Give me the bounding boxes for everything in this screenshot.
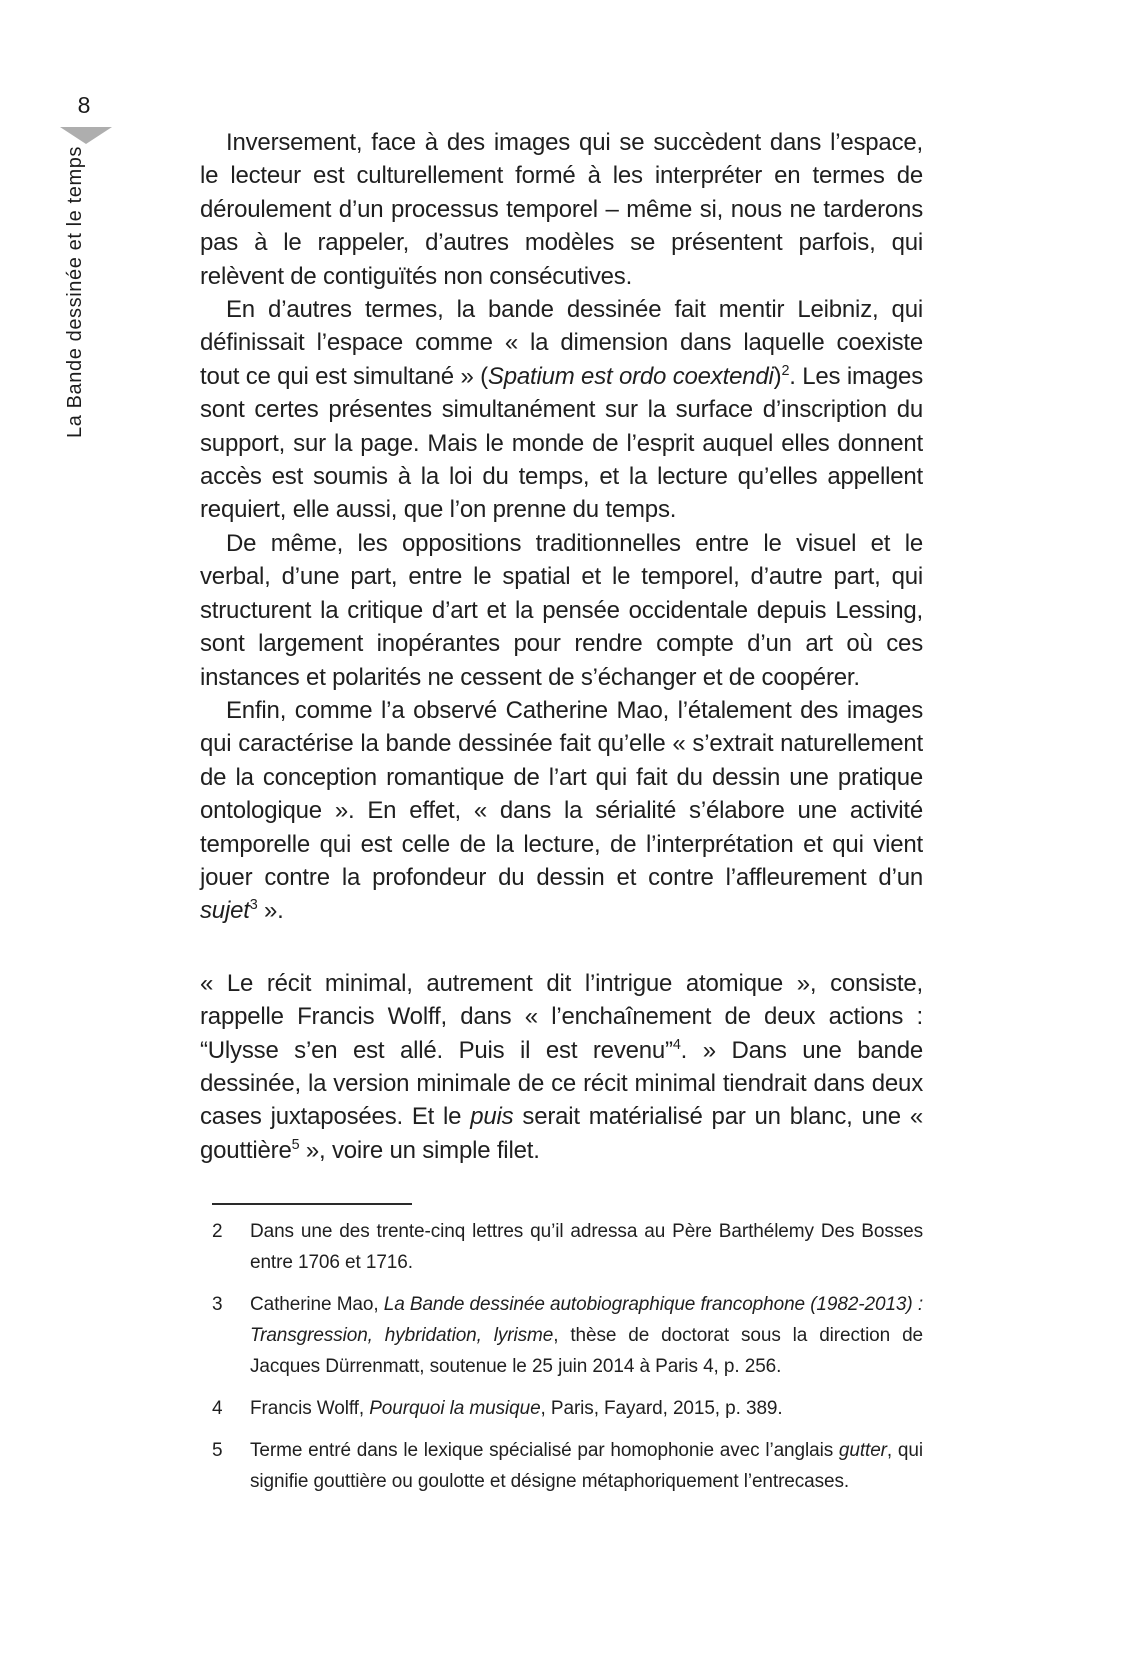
italic-segment: gutter — [838, 1440, 887, 1461]
footnote-ref-4: 4 — [672, 1036, 681, 1053]
text-segment: Francis Wolff, — [250, 1398, 370, 1419]
body-text — [200, 126, 923, 1167]
footnote-3 — [200, 1289, 923, 1382]
paragraph-3 — [200, 527, 923, 694]
running-title: La Bande dessinée et le temps — [64, 145, 86, 438]
footnote-text — [250, 1216, 923, 1278]
footnote-number: 4 — [212, 1398, 223, 1419]
footnote-text — [250, 1393, 923, 1424]
text-segment: . » Dans une bande dessinée, la version minimale de ce récit minimal tiendrait dans deux cases juxtaposées. Et le — [200, 1036, 923, 1131]
paragraph-1 — [200, 126, 923, 293]
footnote-ref-5: 5 — [291, 1136, 300, 1153]
text-segment: , qui signifie gouttière ou goulotte et désigne métaphoriquement l’entrecases. — [250, 1440, 923, 1492]
page-number: 8 — [77, 92, 91, 118]
text-segment: », voire un simple filet. — [299, 1136, 540, 1164]
footnote-text — [250, 1289, 923, 1382]
text-segment: Dans une des trente-cinq lettres qu’il adressa au Père Barthélemy Des Bosses entre 1706 et 1716. — [250, 1221, 923, 1273]
text-segment: En d’autres termes, la bande dessinée fait mentir Leibniz, qui définissait l’espace comme « la dimension dans laquelle coexiste tout ce qui est simultané » ( — [200, 296, 923, 390]
text-segment: Inversement, face à des images qui se succèdent dans l’espace, le lecteur est culturellement formé à les interpréter en termes de déroulement d’un processus temporel – même si, nous ne tarderons pas à le rappeler, d’autres modèles se présentent parfois, qui relèvent de contiguïtés non consécutives. — [200, 129, 923, 290]
italic-segment: sujet — [200, 897, 250, 925]
paragraph-2 — [200, 293, 923, 527]
footnote-5 — [200, 1435, 923, 1497]
text-segment: De même, les oppositions traditionnelles entre le visuel et le verbal, d’une part, entre le spatial et le temporel, d’autre part, qui structurent la critique d’art et la pensée occidentale depuis Lessing, sont largement inopérantes pour rendre compte d’un art où ces instances et polarités ne cessent de s’échanger et de coopérer. — [200, 529, 923, 691]
text-segment: « Le récit minimal, autrement dit l’intrigue atomique », consiste, rappelle Francis Wolff, dans « l’enchaînement de deux actions : “Ulysse s’en est allé. Puis il est revenu” — [200, 969, 923, 1064]
text-segment: serait matérialisé par un blanc, une « gouttière — [200, 1103, 923, 1164]
italic-segment: Spatium est ordo coextendi — [487, 362, 774, 390]
text-segment: Catherine Mao, — [250, 1294, 384, 1315]
footnote-4 — [200, 1393, 923, 1424]
italic-segment: La Bande dessinée autobiographique francophone (1982-2013) : Transgression, hybridation, lyrisme — [250, 1294, 924, 1346]
footnote-number: 5 — [212, 1440, 223, 1461]
footnote-number: 3 — [212, 1294, 223, 1315]
italic-segment: Pourquoi la musique — [369, 1398, 541, 1419]
text-segment: , Paris, Fayard, 2015, p. 389. — [540, 1398, 783, 1419]
footnote-ref-3: 3 — [249, 897, 258, 914]
footnote-text — [250, 1435, 923, 1497]
text-segment: ) — [773, 362, 782, 390]
text-segment: Enfin, comme l’a observé Catherine Mao, l’étalement des images qui caractérise la bande dessinée fait qu’elle « s’extrait naturellement de la conception romantique de l’art qui fait du dessin une pratique ontologique ». En effet, « dans la sérialité s’élabore une activité temporelle qui est celle de la lecture, de l’interprétation et qui vient jouer contre la profondeur du dessin et contre l’affleurement d’un — [200, 696, 923, 891]
paragraph-5 — [200, 967, 923, 1167]
footnote-number: 2 — [212, 1221, 223, 1242]
footnote-ref-2: 2 — [781, 362, 790, 379]
footnote-separator — [212, 1203, 412, 1205]
paragraph-4 — [200, 694, 923, 928]
triangle-marker-icon — [60, 127, 112, 144]
text-segment: . Les images sont certes présentes simultanément sur la surface d’inscription du support, sur la page. Mais le monde de l’esprit auquel elles donnent accès est soumis à la loi du temps, et la lecture qu’elles appellent requiert, elle aussi, que l’on prenne du temps. — [200, 362, 924, 524]
text-segment: , thèse de doctorat sous la direction de Jacques Dürrenmatt, soutenue le 25 juin 2014 à Paris 4, p. 256. — [250, 1325, 924, 1377]
text-segment: Terme entré dans le lexique spécialisé par homophonie avec l’anglais — [250, 1440, 839, 1461]
footnotes-section — [200, 1196, 923, 1497]
italic-segment: puis — [470, 1103, 514, 1131]
text-segment: ». — [257, 897, 284, 925]
running-title-container — [64, 146, 96, 438]
footnote-2 — [200, 1216, 923, 1278]
